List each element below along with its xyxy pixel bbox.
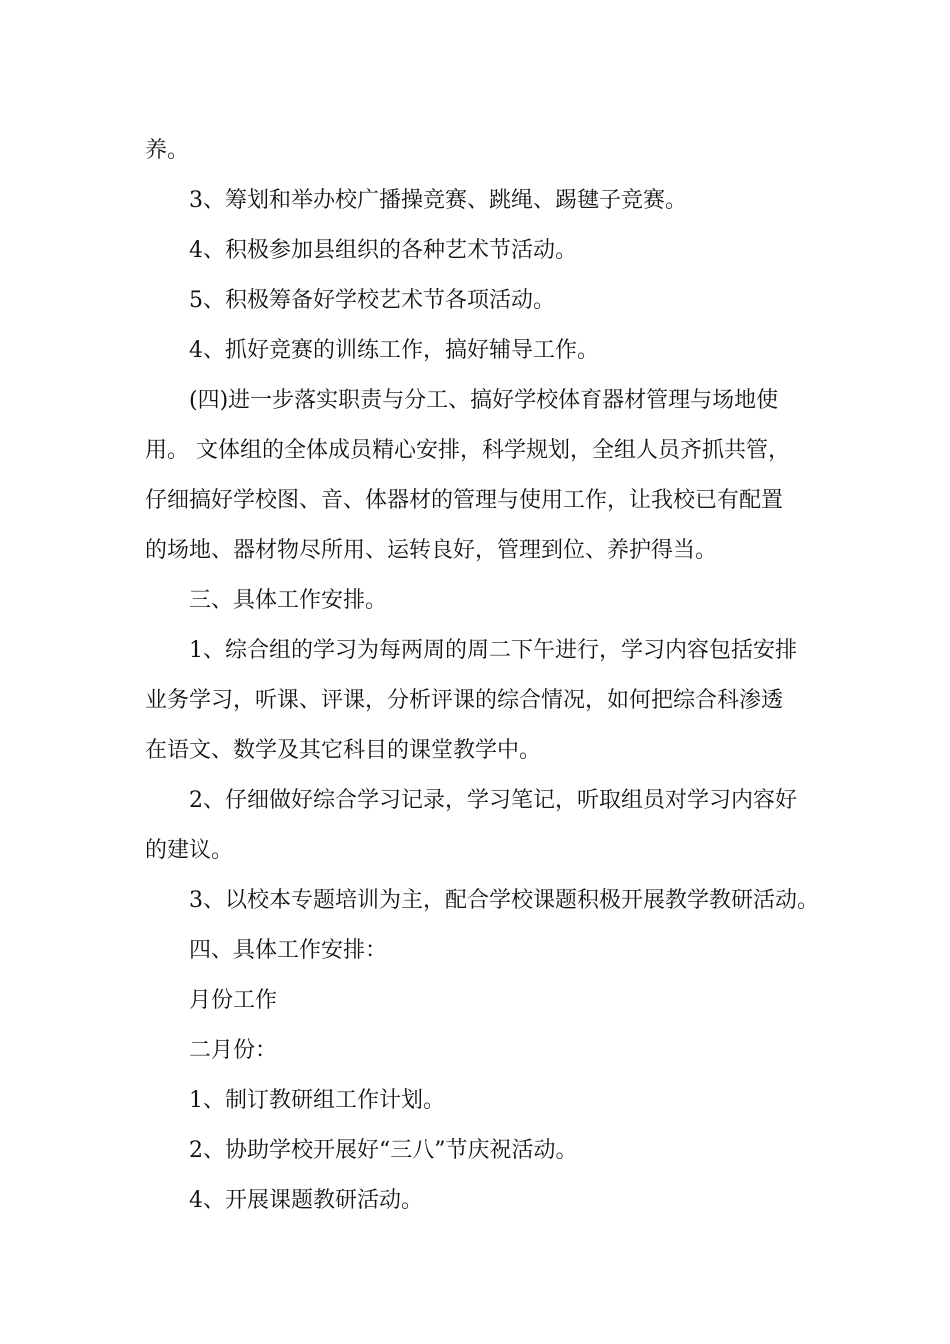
text-line: 3、筹划和举办校广播操竞赛、跳绳、踢毽子竞赛。 xyxy=(189,188,687,213)
text-line: 仔细搞好学校图、音、体器材的管理与使用工作，让我校已有配置 xyxy=(145,488,784,513)
text-line: 养。 xyxy=(145,138,190,163)
text-line: 的场地、器材物尽所用、运转良好，管理到位、养护得当。 xyxy=(145,538,718,563)
text-line: 4、抓好竞赛的训练工作，搞好辅导工作。 xyxy=(189,338,599,363)
text-line: 2、协助学校开展好“三八”节庆祝活动。 xyxy=(189,1138,578,1163)
text-line: 2、仔细做好综合学习记录，学习笔记，听取组员对学习内容好 xyxy=(189,788,797,813)
text-line: 1、制订教研组工作计划。 xyxy=(189,1088,445,1113)
text-line: 月份工作 xyxy=(189,988,278,1013)
text-line: (四)进一步落实职责与分工、搞好学校体育器材管理与场地使 xyxy=(189,388,779,413)
section-heading: 四、具体工作安排： xyxy=(189,938,388,963)
text-line: 1、综合组的学习为每两周的周二下午进行，学习内容包括安排 xyxy=(189,638,797,663)
text-line: 4、开展课题教研活动。 xyxy=(189,1188,423,1213)
text-line: 业务学习，听课、评课，分析评课的综合情况，如何把综合科渗透 xyxy=(145,688,784,713)
text-line: 3、以校本专题培训为主，配合学校课题积极开展教学教研活动。 xyxy=(189,888,819,913)
section-heading: 三、具体工作安排。 xyxy=(189,588,388,613)
text-line: 5、积极筹备好学校艺术节各项活动。 xyxy=(189,288,555,313)
text-line: 用。 文体组的全体成员精心安排，科学规划，全组人员齐抓共管， xyxy=(145,438,790,463)
document-body xyxy=(145,126,819,1226)
text-line: 在语文、数学及其它科目的课堂教学中。 xyxy=(145,738,542,763)
text-line: 4、积极参加县组织的各种艺术节活动。 xyxy=(189,238,577,263)
text-line: 的建议。 xyxy=(145,838,234,863)
text-line: 二月份： xyxy=(189,1038,278,1063)
